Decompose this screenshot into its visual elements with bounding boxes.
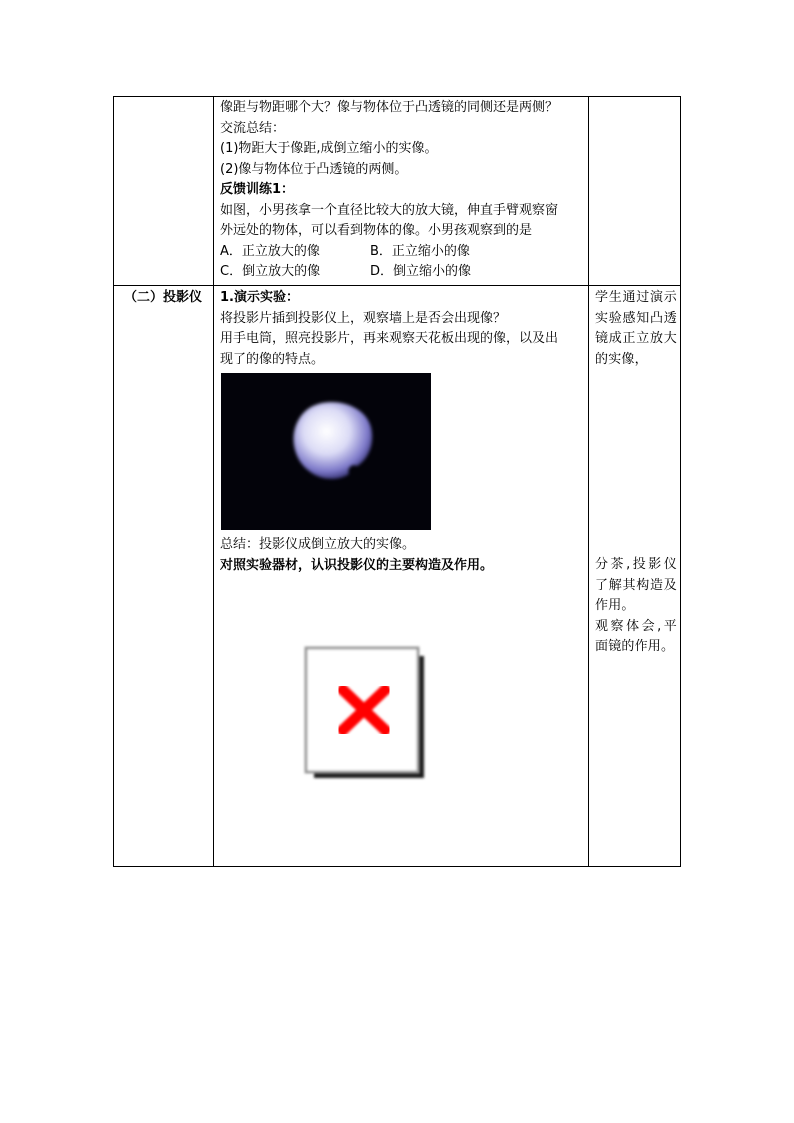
summary-text: 总结：投影仪成倒立放大的实像。	[220, 537, 416, 552]
note-2: 分茶,投影仪了解其构造及作用。	[595, 557, 677, 613]
row1-line: 像距与物距哪个大？像与物体位于凸透镜的同侧还是两侧？	[220, 100, 559, 115]
projector-image	[221, 373, 431, 530]
summary-block	[220, 535, 586, 576]
demo-line: 用手电筒，照亮投影片，再来观察天花板出现的像，以及出	[220, 331, 559, 346]
option-c: C．倒立放大的像	[220, 264, 321, 279]
demo-title: 1.演示实验：	[220, 290, 299, 305]
note-1: 学生通过演示实验感知凸透镜成正立放大的实像，	[595, 290, 677, 367]
note-2-block	[595, 555, 677, 658]
option-row	[220, 242, 586, 263]
lesson-table	[113, 96, 681, 867]
row1-line: 交流总结：	[220, 120, 286, 136]
projected-moon-graphic	[221, 373, 431, 530]
option-row	[220, 262, 586, 283]
row1-line: (2)像与物体位于凸透镜的两侧。	[220, 161, 408, 177]
feedback-title: 反馈训练1：	[220, 182, 295, 197]
column-divider-2	[588, 97, 589, 866]
row1-line: (1)物距大于像距,成倒立缩小的实像。	[220, 141, 438, 156]
option-b: B．正立缩小的像	[370, 243, 470, 259]
row-divider	[114, 285, 680, 286]
column-divider-1	[213, 97, 214, 866]
option-a: A．正立放大的像	[220, 243, 320, 259]
compare-title: 对照实验器材，认识投影仪的主要构造及作用。	[220, 557, 494, 573]
question-line: 如图，小男孩拿一个直径比较大的放大镜，伸直手臂观察窗	[220, 202, 559, 218]
demo-line: 将投影片插到投影仪上，观察墙上是否会出现像？	[220, 310, 507, 326]
option-d: D．倒立缩小的像	[370, 264, 472, 279]
broken-image-icon	[302, 644, 427, 781]
note-3: 观察体会,平面镜的作用。	[595, 618, 677, 654]
question-line: 外远处的物体，可以看到物体的像。小男孩观察到的是	[220, 223, 533, 238]
section-label: （二）投影仪	[124, 290, 203, 305]
row1-content	[220, 98, 586, 283]
broken-image-graphic	[302, 644, 427, 781]
demo-line: 现了的像的特点。	[220, 351, 325, 367]
